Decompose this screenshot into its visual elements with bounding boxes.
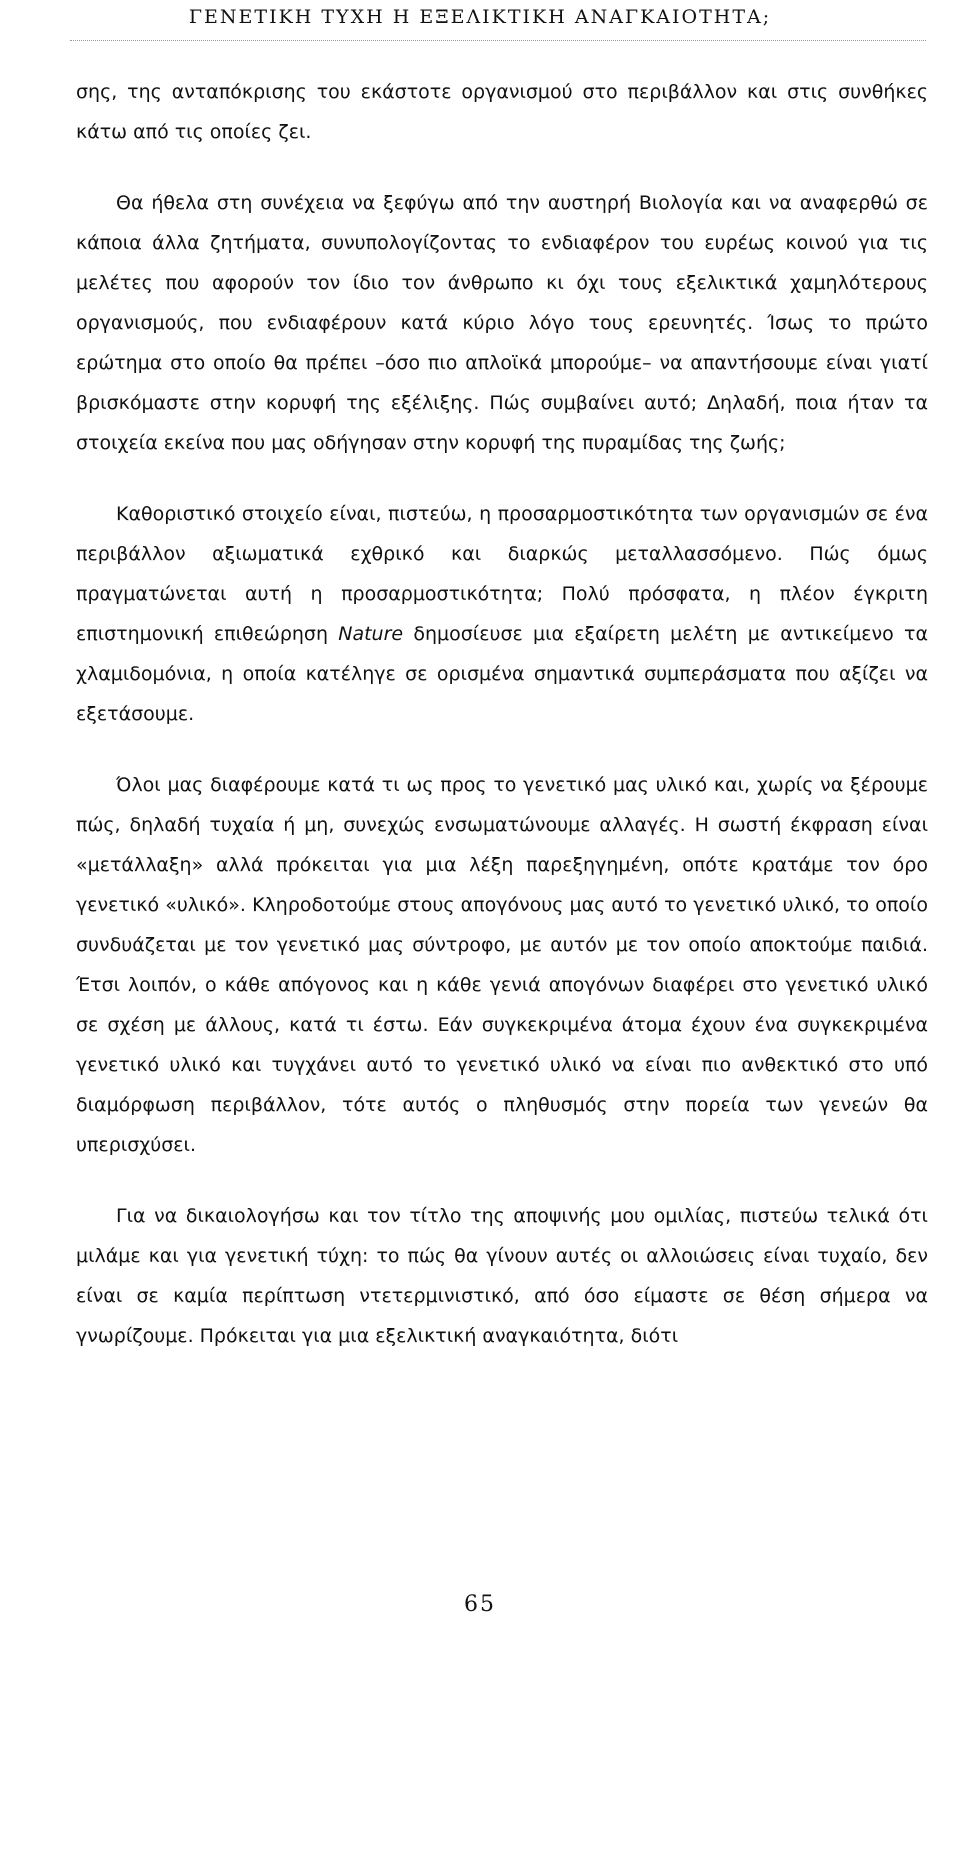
header-rule <box>70 40 926 41</box>
paragraph-1: σης, της ανταπόκρισης του εκάστοτε οργανισμού στο περιβάλλον και στις συνθήκες κάτω από τις οποίες ζει. <box>76 81 928 143</box>
paragraph-5: Για να δικαιολογήσω και τον τίτλο της αποψινής μου ομιλίας, πιστεύω τελικά ότι μιλάμε και για γενετική τύχη: το πώς θα γίνουν αυτές οι αλλοιώσεις είναι τυχαίο, δεν είναι σε καμία περίπτωση ντετερμινιστικό, από όσο είμαστε σε θέση σήμερα να γνωρίζουμε. Πρόκειται για μια εξελικτική αναγκαιότητα, διότι <box>76 1205 928 1347</box>
journal-name: Nature <box>338 623 404 645</box>
paragraph-4: Όλοι μας διαφέρουμε κατά τι ως προς το γενετικό μας υλικό και, χωρίς να ξέρουμε πώς, δηλαδή τυχαία ή μη, συνεχώς ενσωματώνουμε αλλαγές. Η σωστή έκφραση είναι «μετάλλαξη» αλλά πρόκειται για μια λέξη παρεξηγημένη, οπότε κρατάμε τον όρο γενετικό «υλικό». Κληροδοτούμε στους απογόνους μας αυτό το γενετικό υλικό, το οποίο συνδυάζεται με τον γενετικό μας σύντροφο, με αυτόν με τον οποίο αποκτούμε παιδιά. Έτσι λοιπόν, ο κάθε απόγονος και η κάθε γενιά απογόνων διαφέρει στο γενετικό υλικό σε σχέση με άλλους, κατά τι έστω. Εάν συγκεκριμένα άτομα έχουν ένα συγκεκριμένα γενετικό υλικό και τυγχάνει αυτό το γενετικό υλικό να είναι πιο ανθεκτικό στο υπό διαμόρφωση περιβάλλον, τότε αυτός ο πληθυσμός στην πορεία των γενεών θα υπερισχύσει. <box>76 774 928 1156</box>
paragraph-3 <box>76 494 928 734</box>
body-text <box>76 72 928 1387</box>
paragraph-2: Θα ήθελα στη συνέχεια να ξεφύγω από την αυστηρή Βιολογία και να αναφερθώ σε κάποια άλλα ζητήματα, συνυπολογίζοντας το ενδιαφέρον του ευρέως κοινού για τις μελέτες που αφορούν τον ίδιο τον άνθρωπο κι όχι τους εξελικτικά χαμηλότερους οργανισμούς, που ενδιαφέρουν κατά κύριο λόγο τους ερευνητές. Ίσως το πρώτο ερώτημα στο οποίο θα πρέπει –όσο πιο απλοϊκά μπορούμε– να απαντήσουμε είναι γιατί βρισκόμαστε στην κορυφή της εξέλιξης. Πώς συμβαίνει αυτό; Δηλαδή, ποια ήταν τα στοιχεία εκείνα που μας οδήγησαν στην κορυφή της πυραμίδας της ζωής; <box>76 192 928 454</box>
running-header: ΓΕΝΕΤΙΚΗ ΤΥΧΗ Η ΕΞΕΛΙΚΤΙΚΗ ΑΝΑΓΚΑΙΟΤΗΤΑ; <box>188 6 772 28</box>
paragraph-3-text-before: Καθοριστικό στοιχείο είναι, πιστεύω, η προσαρμοστικότητα των οργανισμών σε ένα περιβάλλον αξιωματικά εχθρικό και διαρκώς μεταλλασσόμενο. Πώς όμως πραγματώνεται αυτή η προσαρμοστικότητα; Πολύ πρόσφατα, η πλέον έγκριτη επιστημονική επιθεώρηση <box>76 503 928 645</box>
paragraph-3-text-after: δημοσίευσε μια εξαίρετη μελέτη με αντικείμενο τα χλαμιδομόνια, η οποία κατέληγε σε ορισμένα σημαντικά συμπεράσματα που αξίζει να εξετάσουμε. <box>76 623 928 725</box>
page-number: 65 <box>464 1592 496 1617</box>
